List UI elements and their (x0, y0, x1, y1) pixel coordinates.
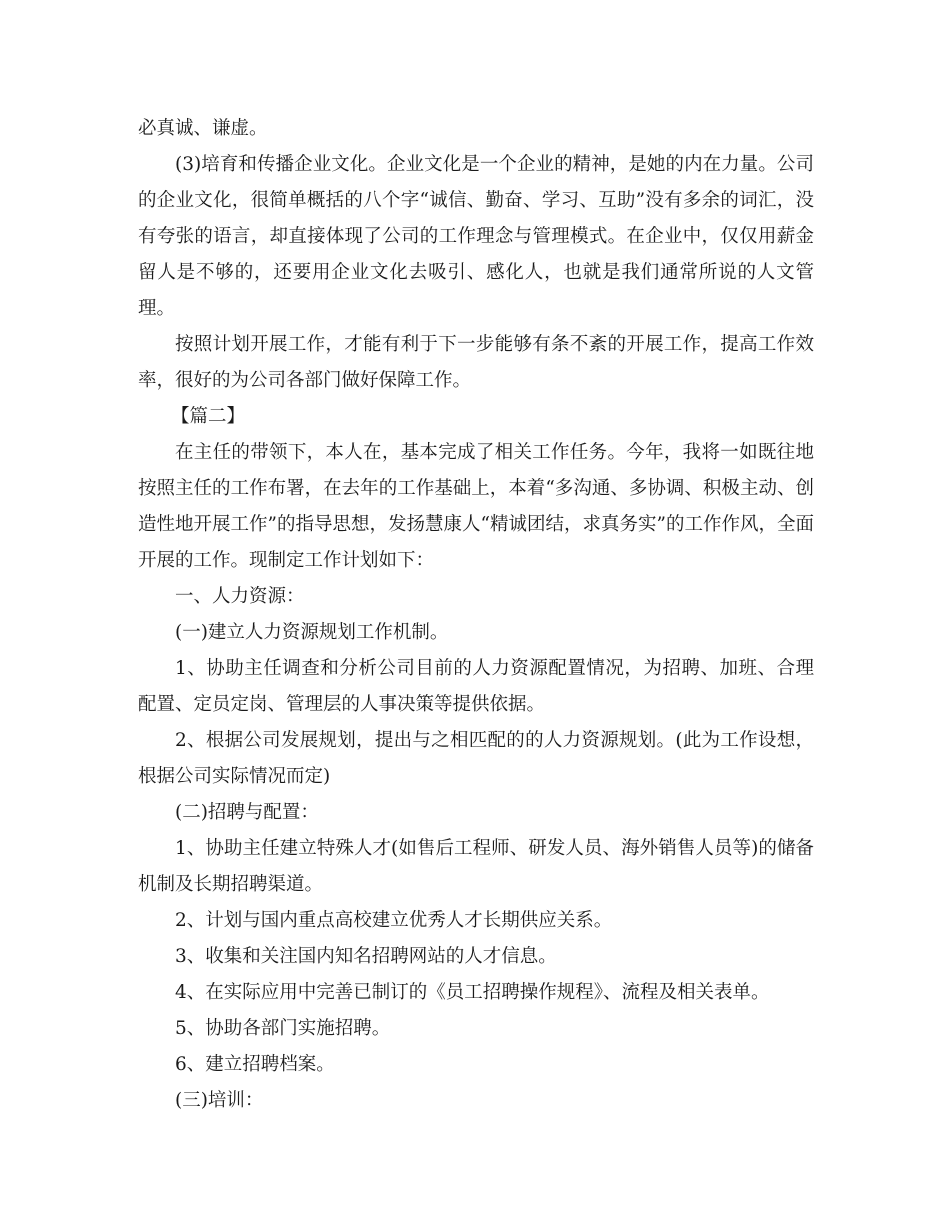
list-item-recruitment-5: 5、协助各部门实施招聘。 (175, 1018, 391, 1039)
paragraph-plan-summary: 按照计划开展工作，才能有利于下一步能够有条不紊的开展工作，提高工作效率，很好的为公司各部门做好保障工作。 (138, 334, 814, 391)
document-body (138, 111, 814, 1119)
list-item-recruitment-6: 6、建立招聘档案。 (175, 1054, 335, 1075)
heading-human-resources: 一、人力资源： (175, 586, 305, 607)
list-item-recruitment-1: 1、协助主任建立特殊人才(如售后工程师、研发人员、海外销售人员等)的储备机制及长期招聘渠道。 (138, 838, 814, 895)
section-heading-part-two: 【篇二】 (171, 406, 246, 427)
list-item-recruitment-2: 2、计划与国内重点高校建立优秀人才长期供应关系。 (175, 910, 613, 931)
subheading-recruitment: (二)招聘与配置： (175, 802, 319, 823)
list-item-recruitment-3: 3、收集和关注国内知名招聘网站的人才信息。 (175, 946, 557, 967)
subheading-training: (三)培训： (175, 1090, 264, 1111)
list-item-planning-2: 2、根据公司发展规划，提出与之相匹配的的人力资源规划。(此为工作设想，根据公司实际情况而定) (138, 730, 814, 787)
subheading-planning-mechanism: (一)建立人力资源规划工作机制。 (175, 622, 449, 643)
paragraph-corporate-culture: (3)培育和传播企业文化。企业文化是一个企业的精神，是她的内在力量。公司的企业文化，很简单概括的八个字“诚信、勤奋、学习、互助”没有多余的词汇，没有夸张的语言，却直接体现了公司的工作理念与管理模式。在企业中，仅仅用薪金留人是不够的，还要用企业文化去吸引、感化人，也就是我们通常所说的人文管理。 (138, 154, 814, 319)
paragraph-continuation: 必真诚、谦虚。 (138, 118, 268, 139)
paragraph-intro: 在主任的带领下，本人在，基本完成了相关工作任务。今年，我将一如既往地按照主任的工作布署，在去年的工作基础上，本着“多沟通、多协调、积极主动、创造性地开展工作”的指导思想，发扬慧康人“精诚团结，求真务实”的工作作风，全面开展的工作。现制定工作计划如下： (138, 442, 814, 571)
list-item-recruitment-4: 4、在实际应用中完善已制订的《员工招聘操作规程》、流程及相关表单。 (175, 982, 770, 1003)
list-item-planning-1: 1、协助主任调查和分析公司目前的人力资源配置情况，为招聘、加班、合理配置、定员定岗、管理层的人事决策等提供依据。 (138, 658, 814, 715)
